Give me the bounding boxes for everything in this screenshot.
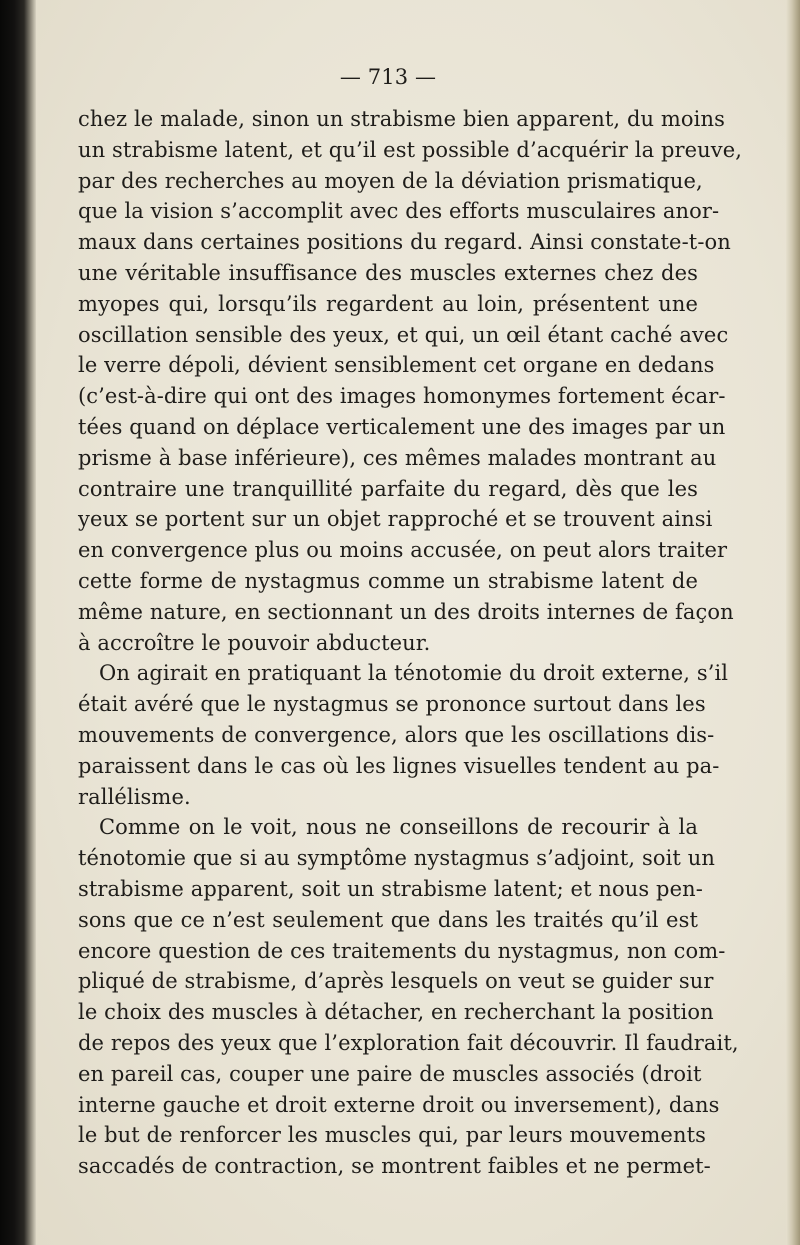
page-edge	[786, 0, 800, 1245]
text-line: contraire une tranquillité parfaite du regard, dès que les	[78, 476, 698, 501]
text-line: tées quand on déplace verticalement une des images par un	[78, 414, 726, 439]
text-line: On agirait en pratiquant la ténotomie du droit externe, s’il	[99, 661, 729, 686]
text-line: le but de renforcer les muscles qui, par leurs mouvements	[78, 1123, 706, 1148]
text-line: chez le malade, sinon un strabisme bien apparent, du moins	[78, 107, 725, 131]
text-line: cette forme de nystagmus comme un strabisme latent de	[78, 568, 698, 593]
text-line: maux dans certaines positions du regard. Ainsi constate-t-on	[78, 230, 731, 255]
text-line: sons que ce n’est seulement que dans les traités qu’il est	[78, 907, 698, 932]
text-line: un strabisme latent, et qu’il est possible d’acquérir la preuve,	[78, 137, 743, 162]
text-line: saccadés de contraction, se montrent faibles et ne permet-	[78, 1154, 711, 1179]
page-number-header: — 713 —	[339, 65, 437, 89]
text-line: en pareil cas, couper une paire de muscles associés (droit	[78, 1061, 702, 1086]
text-line: le choix des muscles à détacher, en recherchant la position	[78, 1000, 714, 1025]
text-line: yeux se portent sur un objet rapproché et se trouvent ainsi	[78, 507, 713, 532]
text-line: (c’est-à-dire qui ont des images homonymes fortement écar-	[78, 384, 726, 409]
text-line: en convergence plus ou moins accusée, on peut alors traiter	[78, 538, 728, 563]
text-line: même nature, en sectionnant un des droits internes de façon	[78, 599, 734, 624]
text-line: prisme à base inférieure), ces mêmes malades montrant au	[78, 445, 717, 470]
book-binding-shadow	[0, 0, 36, 1245]
body-text	[78, 104, 743, 1182]
text-line: encore question de ces traitements du nystagmus, non com-	[78, 938, 726, 963]
text-line: à accroître le pouvoir abducteur.	[78, 630, 431, 655]
text-line: Comme on le voit, nous ne conseillons de recourir à la	[99, 815, 698, 840]
text-line: une véritable insuffisance des muscles externes chez des	[78, 260, 698, 285]
text-line: que la vision s’accomplit avec des efforts musculaires anor-	[78, 199, 720, 224]
text-line: interne gauche et droit externe droit ou inversement), dans	[78, 1092, 720, 1117]
text-line: était avéré que le nystagmus se prononce surtout dans les	[78, 692, 706, 717]
text-line: ténotomie que si au symptôme nystagmus s’adjoint, soit un	[78, 846, 715, 871]
text-line: rallélisme.	[78, 784, 191, 809]
text-line: oscillation sensible des yeux, et qui, un œil étant caché avec	[78, 322, 729, 347]
text-line: de repos des yeux que l’exploration fait découvrir. Il faudrait,	[78, 1030, 739, 1055]
text-line: paraissent dans le cas où les lignes visuelles tendent au pa-	[78, 753, 720, 778]
text-line: pliqué de strabisme, d’après lesquels on veut se guider sur	[78, 969, 714, 994]
text-line: strabisme apparent, soit un strabisme latent; et nous pen-	[78, 876, 703, 901]
text-line: mouvements de convergence, alors que les oscillations dis-	[78, 722, 715, 747]
text-line: par des recherches au moyen de la déviation prismatique,	[78, 168, 703, 193]
text-line: myopes qui, lorsqu’ils regardent au loin, présentent une	[78, 291, 698, 316]
text-line: le verre dépoli, dévient sensiblement cet organe en dedans	[78, 353, 715, 378]
